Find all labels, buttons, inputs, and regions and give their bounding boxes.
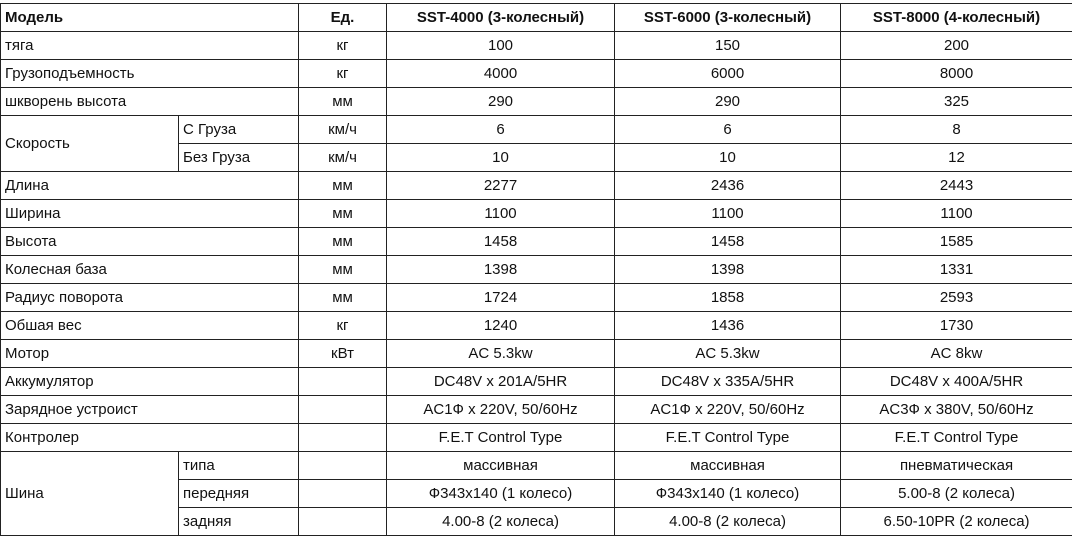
- row-value: DC48V x 201A/5HR: [387, 368, 615, 396]
- table-row: [1, 284, 1072, 312]
- row-value: 1724: [387, 284, 615, 312]
- row-unit: кВт: [299, 340, 387, 368]
- row-unit: мм: [299, 200, 387, 228]
- row-value: 1730: [841, 312, 1072, 340]
- header-model: Модель: [1, 4, 299, 32]
- table-row: [1, 116, 1072, 144]
- row-value: 1240: [387, 312, 615, 340]
- row-unit: км/ч: [299, 116, 387, 144]
- table-row: [1, 228, 1072, 256]
- row-value: 1398: [387, 256, 615, 284]
- row-value: AC 8kw: [841, 340, 1072, 368]
- table-row: [1, 256, 1072, 284]
- row-value: 1585: [841, 228, 1072, 256]
- row-value: 8: [841, 116, 1072, 144]
- row-value: Ф343x140 (1 колесо): [615, 480, 841, 508]
- table-row: [1, 60, 1072, 88]
- row-value: 12: [841, 144, 1072, 172]
- row-value: 1458: [615, 228, 841, 256]
- row-label: Контролер: [1, 424, 299, 452]
- row-unit: мм: [299, 88, 387, 116]
- row-value: пневматическая: [841, 452, 1072, 480]
- sub-label: типа: [179, 452, 299, 480]
- table-row: [1, 88, 1072, 116]
- row-value: 2593: [841, 284, 1072, 312]
- header-row: [1, 4, 1072, 32]
- table-row: [1, 368, 1072, 396]
- row-label: шкворень высота: [1, 88, 299, 116]
- row-value: 1398: [615, 256, 841, 284]
- table-row: [1, 340, 1072, 368]
- row-label: тяга: [1, 32, 299, 60]
- row-value: 1331: [841, 256, 1072, 284]
- row-value: 1436: [615, 312, 841, 340]
- table-row: [1, 32, 1072, 60]
- row-value: 6: [615, 116, 841, 144]
- row-value: F.E.T Control Type: [387, 424, 615, 452]
- row-label: Ширина: [1, 200, 299, 228]
- row-value: 1100: [387, 200, 615, 228]
- row-value: 8000: [841, 60, 1072, 88]
- row-value: Ф343x140 (1 колесо): [387, 480, 615, 508]
- row-value: 2443: [841, 172, 1072, 200]
- row-value: AC 5.3kw: [387, 340, 615, 368]
- row-value: F.E.T Control Type: [841, 424, 1072, 452]
- header-model-2: SST-6000 (3-колесный): [615, 4, 841, 32]
- row-value: 10: [387, 144, 615, 172]
- row-value: 1858: [615, 284, 841, 312]
- row-label: Колесная база: [1, 256, 299, 284]
- row-value: 1100: [615, 200, 841, 228]
- row-value: массивная: [615, 452, 841, 480]
- row-value: DC48V x 335A/5HR: [615, 368, 841, 396]
- row-unit: кг: [299, 60, 387, 88]
- row-label: Аккумулятор: [1, 368, 299, 396]
- row-value: 4.00-8 (2 колеса): [387, 508, 615, 536]
- row-unit: [299, 396, 387, 424]
- row-unit: [299, 368, 387, 396]
- row-value: 325: [841, 88, 1072, 116]
- row-value: DC48V x 400A/5HR: [841, 368, 1072, 396]
- row-unit: [299, 452, 387, 480]
- row-value: 10: [615, 144, 841, 172]
- row-value: 150: [615, 32, 841, 60]
- row-value: 290: [387, 88, 615, 116]
- group-label-speed: Скорость: [1, 116, 179, 172]
- row-value: 200: [841, 32, 1072, 60]
- spec-table: [0, 3, 1072, 536]
- row-value: 1100: [841, 200, 1072, 228]
- sub-label: С Груза: [179, 116, 299, 144]
- row-label: Мотор: [1, 340, 299, 368]
- row-unit: [299, 424, 387, 452]
- row-value: 290: [615, 88, 841, 116]
- row-value: 6: [387, 116, 615, 144]
- table-row: [1, 452, 1072, 480]
- sub-label: задняя: [179, 508, 299, 536]
- row-unit: мм: [299, 284, 387, 312]
- header-model-3: SST-8000 (4-колесный): [841, 4, 1072, 32]
- sub-label: Без Груза: [179, 144, 299, 172]
- row-unit: км/ч: [299, 144, 387, 172]
- row-value: 2277: [387, 172, 615, 200]
- row-label: Грузоподъемность: [1, 60, 299, 88]
- row-value: 4.00-8 (2 колеса): [615, 508, 841, 536]
- table-row: [1, 396, 1072, 424]
- group-label-tire: Шина: [1, 452, 179, 536]
- row-value: 100: [387, 32, 615, 60]
- row-label: Обшая вес: [1, 312, 299, 340]
- row-unit: [299, 480, 387, 508]
- row-label: Зарядное устроист: [1, 396, 299, 424]
- row-unit: кг: [299, 312, 387, 340]
- row-value: AC3Ф x 380V, 50/60Hz: [841, 396, 1072, 424]
- row-value: массивная: [387, 452, 615, 480]
- header-model-1: SST-4000 (3-колесный): [387, 4, 615, 32]
- table-row: [1, 172, 1072, 200]
- header-unit: Ед.: [299, 4, 387, 32]
- row-value: 4000: [387, 60, 615, 88]
- row-value: 6000: [615, 60, 841, 88]
- row-value: 6.50-10PR (2 колеса): [841, 508, 1072, 536]
- row-label: Длина: [1, 172, 299, 200]
- row-unit: кг: [299, 32, 387, 60]
- row-value: AC1Ф x 220V, 50/60Hz: [615, 396, 841, 424]
- table-row: [1, 312, 1072, 340]
- row-value: AC1Ф x 220V, 50/60Hz: [387, 396, 615, 424]
- table-row: [1, 424, 1072, 452]
- row-unit: мм: [299, 256, 387, 284]
- row-value: F.E.T Control Type: [615, 424, 841, 452]
- row-unit: мм: [299, 172, 387, 200]
- row-label: Высота: [1, 228, 299, 256]
- row-value: 1458: [387, 228, 615, 256]
- table-row: [1, 200, 1072, 228]
- sub-label: передняя: [179, 480, 299, 508]
- row-value: 2436: [615, 172, 841, 200]
- row-value: AC 5.3kw: [615, 340, 841, 368]
- row-label: Радиус поворота: [1, 284, 299, 312]
- row-value: 5.00-8 (2 колеса): [841, 480, 1072, 508]
- row-unit: [299, 508, 387, 536]
- row-unit: мм: [299, 228, 387, 256]
